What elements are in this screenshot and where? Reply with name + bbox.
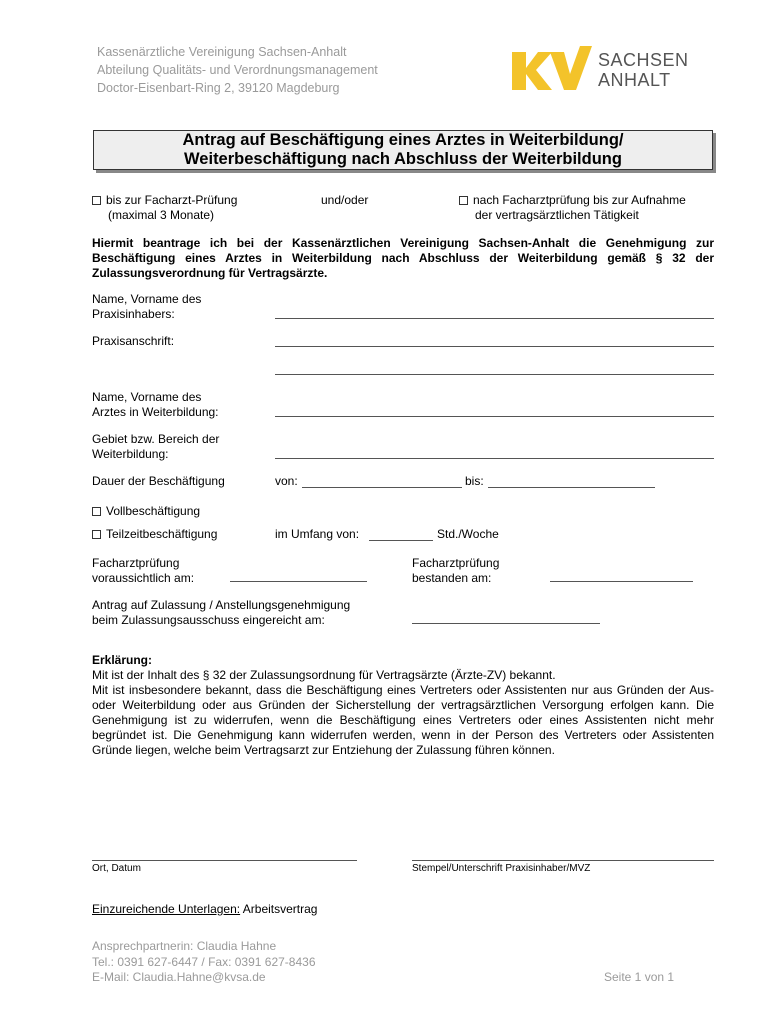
field-umfang-line[interactable] xyxy=(369,540,433,541)
label-dauer: Dauer der Beschäftigung xyxy=(92,474,225,488)
required-documents-value: Arbeitsvertrag xyxy=(242,902,318,916)
contact-email: E-Mail: Claudia.Hahne@kvsa.de xyxy=(92,970,266,984)
field-von-line[interactable] xyxy=(302,487,462,488)
title-line-2: Weiterbeschäftigung nach Abschluss der Weiterbildung xyxy=(184,150,622,168)
field-fp-bestanden-line[interactable] xyxy=(550,581,693,582)
option-after-exam: nach Facharztprüfung bis zur Aufnahme der vertragsärztlichen Tätigkeit xyxy=(459,193,686,223)
title-line-1: Antrag auf Beschäftigung eines Arztes in Weiterbildung/ xyxy=(182,131,624,149)
field-arzt-line[interactable] xyxy=(275,416,714,417)
kvsa-logo xyxy=(512,46,689,92)
field-praxisinhaber-line[interactable] xyxy=(275,318,714,319)
label-umfang: im Umfang von: xyxy=(275,527,360,541)
signature-location-date-label: Ort, Datum xyxy=(92,863,141,874)
signature-location-date-line[interactable] xyxy=(92,860,357,861)
signature-stamp-label: Stempel/Unterschrift Praxisinhaber/MVZ xyxy=(412,863,591,874)
label-antrag-zulassung: Antrag auf Zulassung / Anstellungsgenehmigung beim Zulassungsausschuss eingereicht am: xyxy=(92,598,351,627)
signature-stamp-line[interactable] xyxy=(412,860,714,861)
org-address: Doctor-Eisenbart-Ring 2, 39120 Magdeburg xyxy=(97,81,340,95)
logo-mark-icon xyxy=(512,46,592,90)
checkbox-before-exam[interactable] xyxy=(92,196,101,205)
required-documents xyxy=(92,902,317,917)
label-fp-bestanden: Facharztprüfung bestanden am: xyxy=(412,556,500,585)
label-gebiet: Gebiet bzw. Bereich der Weiterbildung: xyxy=(92,432,220,461)
label-bis: bis: xyxy=(465,474,484,488)
checkbox-teilzeit[interactable] xyxy=(92,530,101,539)
option-before-exam: bis zur Facharzt-Prüfung (maximal 3 Monate) xyxy=(92,193,237,223)
declaration-paragraph: Mit ist insbesondere bekannt, dass die Beschäftigung eines Vertreters oder Assistenten nur aus Gründen der Aus- oder Weiterbildung oder aus Gründen der Sicherstellung der vertragsärztlichen Versorgung erfolgen kann. Die Genehmigung ist zu widerrufen, wenn die Beschäftigung eines Vertreters oder eines Assistenten nicht mehr begründet ist. Die Genehmigung kann widerrufen werden, wenn in der Person des Vertreters oder Assistenten Gründe liegen, welche beim Vertragsarzt zur Entziehung der Zulassung führen können. xyxy=(92,683,714,757)
label-arzt: Name, Vorname des Arztes in Weiterbildung: xyxy=(92,390,219,419)
checkbox-vollbeschaeftigung[interactable] xyxy=(92,507,101,516)
checkbox-after-exam[interactable] xyxy=(459,196,468,205)
declaration-heading: Erklärung: xyxy=(92,653,153,667)
label-praxisinhaber: Name, Vorname des Praxisinhabers: xyxy=(92,292,202,321)
field-bis-line[interactable] xyxy=(488,487,655,488)
option-vollbeschaeftigung: Vollbeschäftigung xyxy=(92,504,200,519)
form-title xyxy=(93,130,713,170)
option-and-or: und/oder xyxy=(321,193,369,207)
contact-person: Ansprechpartnerin: Claudia Hahne xyxy=(92,939,277,953)
label-von: von: xyxy=(275,474,298,488)
declaration-line-1: Mit ist der Inhalt des § 32 der Zulassungsordnung für Vertragsärzte (Ärzte-ZV) bekannt. xyxy=(92,668,556,682)
option-teilzeit: Teilzeitbeschäftigung xyxy=(92,527,217,542)
intro-text: Hiermit beantrage ich bei der Kassenärztlichen Vereinigung Sachsen-Anhalt die Genehmigung zur Beschäftigung eines Arztes in Weiterbildung nach Abschluss der Weiterbildung gemäß § 32 der Zulassungsverordnung für Vertragsärzte. xyxy=(92,236,714,280)
org-header xyxy=(97,43,378,97)
contact-phone: Tel.: 0391 627-6447 / Fax: 0391 627-8436 xyxy=(92,954,316,969)
required-documents-label: Einzureichende Unterlagen: xyxy=(92,902,241,916)
org-name: Kassenärztliche Vereinigung Sachsen-Anhalt xyxy=(97,45,347,59)
field-antrag-zulassung-line[interactable] xyxy=(412,623,600,624)
org-department: Abteilung Qualitäts- und Verordnungsmanagement xyxy=(97,63,378,77)
page-number: Seite 1 von 1 xyxy=(604,970,675,984)
logo-text-anhalt: ANHALT xyxy=(598,70,671,90)
label-std-woche: Std./Woche xyxy=(437,527,499,541)
field-gebiet-line[interactable] xyxy=(275,458,714,459)
field-praxisanschrift-line-2[interactable] xyxy=(275,374,714,375)
field-praxisanschrift-line-1[interactable] xyxy=(275,346,714,347)
label-praxisanschrift: Praxisanschrift: xyxy=(92,334,175,348)
contact-info xyxy=(92,939,316,986)
label-fp-voraussichtlich: Facharztprüfung voraussichtlich am: xyxy=(92,556,195,585)
field-fp-voraussichtlich-line[interactable] xyxy=(230,581,367,582)
logo-text-sachsen: SACHSEN xyxy=(598,50,689,70)
